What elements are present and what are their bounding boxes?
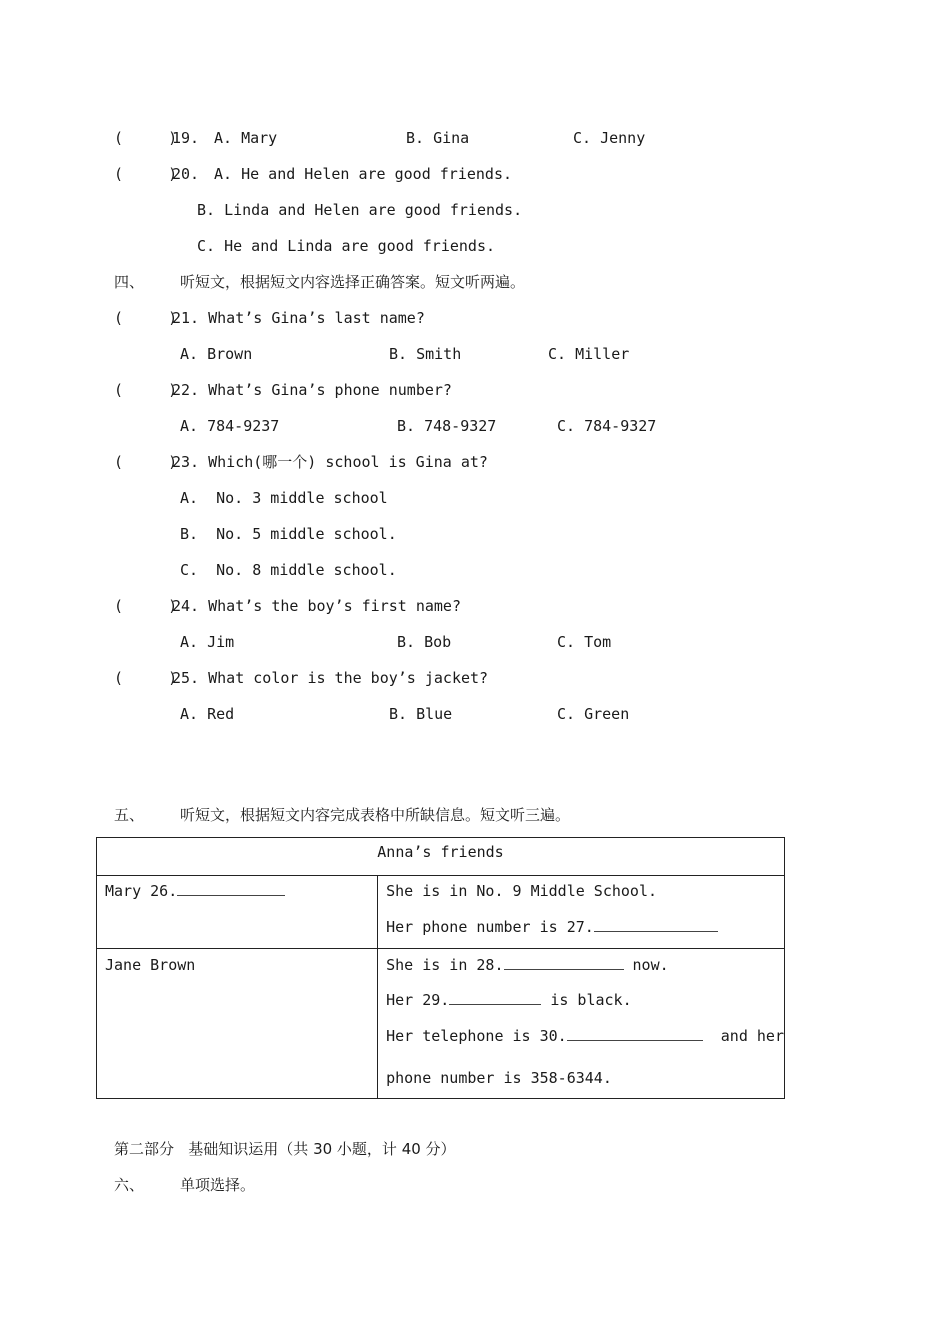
answer-paren: ( ) <box>114 129 178 147</box>
cell-text: phone number is 358-6344. <box>386 1069 612 1087</box>
cell-text: is black. <box>541 991 632 1009</box>
section-heading: 听短文，根据短文内容选择正确答案。短文听两遍。 <box>180 273 526 291</box>
question-stem: 25. What color is the boy’s jacket? <box>172 669 489 687</box>
table-row <box>97 876 785 949</box>
question-stem: 22. What’s Gina’s phone number? <box>172 381 452 399</box>
question-stem: 21. What’s Gina’s last name? <box>172 309 425 327</box>
answer-paren: ( ) <box>114 381 178 399</box>
cell-text: Her phone number is 27. <box>386 918 594 936</box>
option-b: B. No. 5 middle school. <box>180 525 397 543</box>
option-c: C. 784-9327 <box>557 417 657 435</box>
cell-text: She is in No. 9 Middle School. <box>386 882 658 900</box>
option-c: C. He and Linda are good friends. <box>197 237 496 255</box>
option-a: A. No. 3 middle school <box>180 489 388 507</box>
option-b: B. 748-9327 <box>397 417 497 435</box>
answer-paren: ( ) <box>114 165 178 183</box>
option-b: B. Linda and Helen are good friends. <box>197 201 523 219</box>
table-title-cell <box>97 838 785 876</box>
friends-table <box>96 837 785 1099</box>
section-number: 六、 <box>114 1176 145 1194</box>
option-c: C. Jenny <box>573 129 646 147</box>
question-stem: 23. Which(哪一个) school is Gina at? <box>172 453 488 471</box>
table-title: Anna’s friends <box>377 843 504 861</box>
section-number: 四、 <box>114 273 145 291</box>
question-stem: 24. What’s the boy’s first name? <box>172 597 461 615</box>
answer-blank[interactable] <box>504 955 624 970</box>
option-c: C. Green <box>557 705 630 723</box>
answer-blank[interactable] <box>594 917 718 932</box>
option-c: C. Tom <box>557 633 612 651</box>
fill-line <box>386 955 784 975</box>
table-cell <box>378 876 785 949</box>
table-row <box>97 949 785 1099</box>
option-b: B. Bob <box>397 633 452 651</box>
answer-paren: ( ) <box>114 453 178 471</box>
option-a: A. Mary <box>214 129 278 147</box>
fill-line <box>386 990 784 1010</box>
option-b: B. Smith <box>389 345 462 363</box>
answer-paren: ( ) <box>114 669 178 687</box>
answer-blank[interactable] <box>567 1026 703 1041</box>
answer-paren: ( ) <box>114 597 178 615</box>
table-cell <box>378 949 785 1099</box>
option-c: C. No. 8 middle school. <box>180 561 397 579</box>
option-c: C. Miller <box>548 345 630 363</box>
option-a: A. Brown <box>180 345 253 363</box>
table-cell <box>97 949 378 1099</box>
option-a: A. Jim <box>180 633 235 651</box>
cell-text: and her <box>702 1027 784 1045</box>
section-number: 五、 <box>114 806 145 824</box>
cell-text: Her 29. <box>386 991 450 1009</box>
cell-text: She is in 28. <box>386 956 504 974</box>
part-title: 第二部分 基础知识运用（共 30 小题，计 40 分） <box>114 1140 456 1158</box>
cell-text: Her telephone is 30. <box>386 1027 567 1045</box>
question-number: 19. <box>172 129 200 147</box>
option-b: B. Gina <box>406 129 470 147</box>
cell-text: Mary 26. <box>105 882 178 900</box>
cell-text: now. <box>623 956 669 974</box>
answer-blank[interactable] <box>449 990 541 1005</box>
fill-line <box>105 881 377 901</box>
fill-line <box>386 917 784 937</box>
option-a: A. He and Helen are good friends. <box>214 165 513 183</box>
fill-line <box>386 1026 784 1046</box>
section-heading: 听短文，根据短文内容完成表格中所缺信息。短文听三遍。 <box>180 806 571 824</box>
answer-paren: ( ) <box>114 309 178 327</box>
option-b: B. Blue <box>389 705 453 723</box>
section-heading: 单项选择。 <box>180 1176 256 1194</box>
option-a: A. 784-9237 <box>180 417 280 435</box>
cell-text: Jane Brown <box>105 956 196 974</box>
answer-blank[interactable] <box>177 881 285 896</box>
question-number: 20. <box>172 165 200 183</box>
option-a: A. Red <box>180 705 235 723</box>
table-cell <box>97 876 378 949</box>
